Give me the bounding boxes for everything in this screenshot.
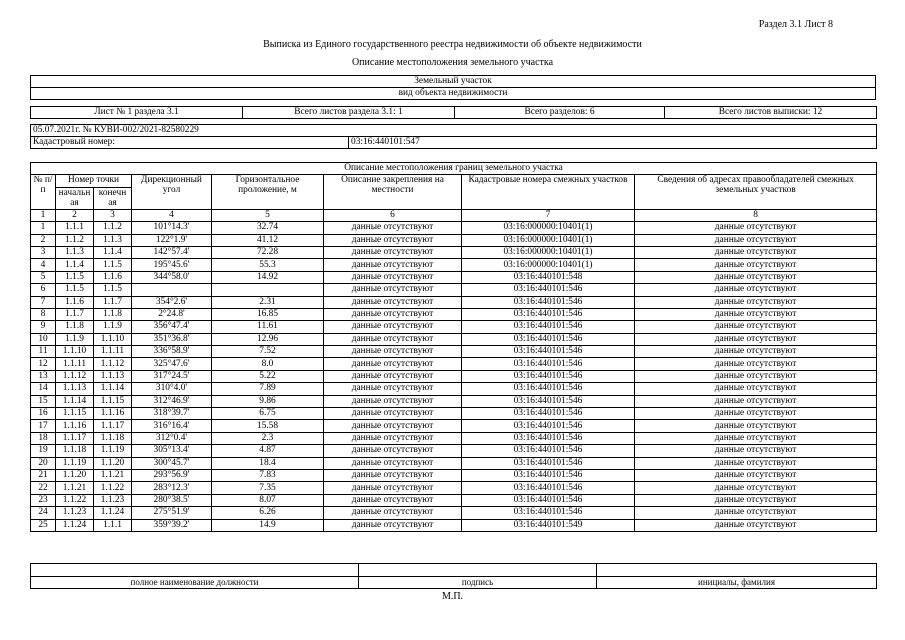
fixing-description: данные отсутствуют — [324, 259, 462, 271]
start-point: 1.1.5 — [56, 271, 94, 283]
table-row — [31, 222, 877, 234]
fixing-description: данные отсутствуют — [324, 222, 462, 234]
table-row — [31, 246, 877, 258]
row-number: 20 — [31, 457, 56, 469]
sheets-table — [30, 106, 877, 119]
owner-address: данные отсутствуют — [635, 346, 877, 358]
fixing-description: данные отсутствуют — [324, 346, 462, 358]
end-point: 1.1.21 — [94, 469, 132, 481]
fixing-description: данные отсутствуют — [324, 246, 462, 258]
end-point: 1.1.14 — [94, 383, 132, 395]
start-point: 1.1.19 — [56, 457, 94, 469]
start-point: 1.1.7 — [56, 308, 94, 320]
table-row — [31, 321, 877, 333]
end-point: 1.1.4 — [94, 246, 132, 258]
horizontal-distance: 4.87 — [212, 445, 324, 457]
row-number: 3 — [31, 246, 56, 258]
start-point: 1.1.5 — [56, 284, 94, 296]
fixing-description: данные отсутствуют — [324, 308, 462, 320]
table-row — [31, 333, 877, 345]
position-field — [31, 564, 359, 577]
horizontal-distance: 55.3 — [212, 259, 324, 271]
row-number: 14 — [31, 383, 56, 395]
table-row — [31, 432, 877, 444]
fixing-description: данные отсутствуют — [324, 519, 462, 531]
adjacent-cadastral-number: 03:16:440101:546 — [462, 494, 635, 506]
fixing-description: данные отсутствуют — [324, 321, 462, 333]
header-point-start: начальн ая — [56, 187, 94, 209]
start-point: 1.1.8 — [56, 321, 94, 333]
adjacent-cadastral-number: 03:16:440101:549 — [462, 519, 635, 531]
table-row — [31, 482, 877, 494]
adjacent-cadastral-number: 03:16:440101:546 — [462, 284, 635, 296]
direction-angle: 312°46.9' — [132, 395, 212, 407]
row-number: 22 — [31, 482, 56, 494]
horizontal-distance: 12.96 — [212, 333, 324, 345]
header-point-number: Номер точки — [56, 175, 132, 187]
adjacent-cadastral-number: 03:16:440101:546 — [462, 408, 635, 420]
end-point: 1.1.12 — [94, 358, 132, 370]
column-number: 3 — [94, 209, 132, 221]
adjacent-cadastral-number: 03:16:000000:10401(1) — [462, 259, 635, 271]
end-point: 1.1.22 — [94, 482, 132, 494]
sheet-number: Лист № 1 раздела 3.1 — [31, 107, 243, 119]
table-row — [31, 284, 877, 296]
horizontal-distance — [212, 284, 324, 296]
fixing-description: данные отсутствуют — [324, 383, 462, 395]
start-point: 1.1.6 — [56, 296, 94, 308]
end-point: 1.1.23 — [94, 494, 132, 506]
start-point: 1.1.9 — [56, 333, 94, 345]
table-row — [31, 358, 877, 370]
row-number: 7 — [31, 296, 56, 308]
horizontal-distance: 41.12 — [212, 234, 324, 246]
end-point: 1.1.15 — [94, 395, 132, 407]
direction-angle: 336°58.9' — [132, 346, 212, 358]
position-caption: полное наименование должности — [31, 577, 359, 589]
horizontal-distance: 8.0 — [212, 358, 324, 370]
fixing-description: данные отсутствуют — [324, 482, 462, 494]
table-row — [31, 494, 877, 506]
direction-angle: 142°57.4' — [132, 246, 212, 258]
direction-angle: 351°36.8' — [132, 333, 212, 345]
row-number: 17 — [31, 420, 56, 432]
header-point-end: конечн ая — [94, 187, 132, 209]
start-point: 1.1.4 — [56, 259, 94, 271]
signature-table — [30, 563, 877, 589]
end-point: 1.1.2 — [94, 222, 132, 234]
start-point: 1.1.23 — [56, 507, 94, 519]
fixing-description: данные отсутствуют — [324, 296, 462, 308]
horizontal-distance: 11.61 — [212, 321, 324, 333]
start-point: 1.1.22 — [56, 494, 94, 506]
direction-angle: 195°45.6' — [132, 259, 212, 271]
table-row — [31, 507, 877, 519]
end-point: 1.1.24 — [94, 507, 132, 519]
extract-sheets-total: Всего листов выписки: 12 — [665, 107, 877, 119]
table-row — [31, 370, 877, 382]
owner-address: данные отсутствуют — [635, 234, 877, 246]
horizontal-distance: 15.58 — [212, 420, 324, 432]
date-and-number: 05.07.2021г. № КУВИ-002/2021-82580229 — [31, 125, 877, 137]
fixing-description: данные отсутствуют — [324, 494, 462, 506]
fixing-description: данные отсутствуют — [324, 420, 462, 432]
fixing-description: данные отсутствуют — [324, 408, 462, 420]
direction-angle: 312°0.4' — [132, 432, 212, 444]
owner-address: данные отсутствуют — [635, 482, 877, 494]
owner-address: данные отсутствуют — [635, 246, 877, 258]
horizontal-distance: 2.31 — [212, 296, 324, 308]
owner-address: данные отсутствуют — [635, 507, 877, 519]
fixing-description: данные отсутствуют — [324, 271, 462, 283]
table-row — [31, 271, 877, 283]
start-point: 1.1.24 — [56, 519, 94, 531]
adjacent-cadastral-number: 03:16:440101:546 — [462, 321, 635, 333]
table-row — [31, 395, 877, 407]
start-point: 1.1.21 — [56, 482, 94, 494]
object-name: Земельный участок — [31, 76, 876, 88]
direction-angle: 280°38.5' — [132, 494, 212, 506]
row-number: 19 — [31, 445, 56, 457]
end-point: 1.1.16 — [94, 408, 132, 420]
end-point: 1.1.6 — [94, 271, 132, 283]
direction-angle: 354°2.6' — [132, 296, 212, 308]
table-row — [31, 296, 877, 308]
end-point: 1.1.5 — [94, 259, 132, 271]
owner-address: данные отсутствуют — [635, 271, 877, 283]
horizontal-distance: 7.83 — [212, 469, 324, 481]
adjacent-cadastral-number: 03:16:440101:546 — [462, 308, 635, 320]
column-numbers-row — [31, 209, 877, 221]
owner-address: данные отсутствуют — [635, 420, 877, 432]
column-number: 8 — [635, 209, 877, 221]
direction-angle: 122°1.9' — [132, 234, 212, 246]
fixing-description: данные отсутствуют — [324, 234, 462, 246]
owner-address: данные отсутствуют — [635, 432, 877, 444]
start-point: 1.1.13 — [56, 383, 94, 395]
info-table — [30, 124, 877, 149]
adjacent-cadastral-number: 03:16:000000:10401(1) — [462, 246, 635, 258]
horizontal-distance: 2.3 — [212, 432, 324, 444]
direction-angle: 356°47.4' — [132, 321, 212, 333]
start-point: 1.1.20 — [56, 469, 94, 481]
horizontal-distance: 6.75 — [212, 408, 324, 420]
owner-address: данные отсутствуют — [635, 259, 877, 271]
end-point: 1.1.17 — [94, 420, 132, 432]
row-number: 16 — [31, 408, 56, 420]
document-title: Выписка из Единого государственного реестра недвижимости об объекте недвижимости — [263, 39, 642, 50]
owner-address: данные отсутствуют — [635, 445, 877, 457]
adjacent-cadastral-number: 03:16:440101:546 — [462, 507, 635, 519]
adjacent-cadastral-number: 03:16:440101:546 — [462, 420, 635, 432]
owner-address: данные отсутствуют — [635, 469, 877, 481]
direction-angle: 300°45.7' — [132, 457, 212, 469]
direction-angle: 325°47.6' — [132, 358, 212, 370]
direction-angle: 275°51.9' — [132, 507, 212, 519]
horizontal-distance: 7.89 — [212, 383, 324, 395]
cadastral-label: Кадастровый номер: — [31, 137, 349, 149]
owner-address: данные отсутствуют — [635, 370, 877, 382]
initials-caption: инициалы, фамилия — [597, 577, 877, 589]
column-number: 6 — [324, 209, 462, 221]
adjacent-cadastral-number: 03:16:440101:546 — [462, 445, 635, 457]
start-point: 1.1.12 — [56, 370, 94, 382]
row-number: 1 — [31, 222, 56, 234]
owner-address: данные отсутствуют — [635, 383, 877, 395]
signature-field — [359, 564, 597, 577]
owner-address: данные отсутствуют — [635, 333, 877, 345]
owner-address: данные отсутствуют — [635, 358, 877, 370]
fixing-description: данные отсутствуют — [324, 370, 462, 382]
end-point: 1.1.7 — [94, 296, 132, 308]
direction-angle: 359°39.2' — [132, 519, 212, 531]
horizontal-distance: 9.86 — [212, 395, 324, 407]
start-point: 1.1.1 — [56, 222, 94, 234]
column-number: 7 — [462, 209, 635, 221]
owner-address: данные отсутствуют — [635, 321, 877, 333]
section-sheet-label: Раздел 3.1 Лист 8 — [758, 19, 833, 30]
direction-angle: 310°4.0' — [132, 383, 212, 395]
header-fixing-description: Описание закрепления на местности — [324, 175, 462, 209]
header-owner-addresses: Сведения об адресах правообладателей смежных земельных участков — [635, 175, 877, 209]
table-row — [31, 308, 877, 320]
adjacent-cadastral-number: 03:16:440101:546 — [462, 370, 635, 382]
horizontal-distance: 8.07 — [212, 494, 324, 506]
end-point: 1.1.19 — [94, 445, 132, 457]
fixing-description: данные отсутствуют — [324, 284, 462, 296]
row-number: 11 — [31, 346, 56, 358]
horizontal-distance: 6.26 — [212, 507, 324, 519]
owner-address: данные отсутствуют — [635, 284, 877, 296]
table-row — [31, 445, 877, 457]
fixing-description: данные отсутствуют — [324, 445, 462, 457]
direction-angle: 305°13.4' — [132, 445, 212, 457]
cadastral-value: 03:16:440101:547 — [349, 137, 877, 149]
object-kind-table — [30, 75, 876, 100]
stamp-place: М.П. — [441, 591, 464, 602]
row-number: 24 — [31, 507, 56, 519]
end-point: 1.1.5 — [94, 284, 132, 296]
header-adjacent-cadastral: Кадастровые номера смежных участков — [462, 175, 635, 209]
end-point: 1.1.11 — [94, 346, 132, 358]
adjacent-cadastral-number: 03:16:440101:546 — [462, 346, 635, 358]
owner-address: данные отсутствуют — [635, 222, 877, 234]
start-point: 1.1.11 — [56, 358, 94, 370]
direction-angle: 283°12.3' — [132, 482, 212, 494]
adjacent-cadastral-number: 03:16:440101:546 — [462, 395, 635, 407]
row-number: 4 — [31, 259, 56, 271]
horizontal-distance: 18.4 — [212, 457, 324, 469]
end-point: 1.1.10 — [94, 333, 132, 345]
direction-angle — [132, 284, 212, 296]
adjacent-cadastral-number: 03:16:440101:546 — [462, 383, 635, 395]
direction-angle: 316°16.4' — [132, 420, 212, 432]
header-horizontal-distance: Горизонтальное проложение, м — [212, 175, 324, 209]
adjacent-cadastral-number: 03:16:440101:546 — [462, 296, 635, 308]
object-kind-caption: вид объекта недвижимости — [31, 88, 876, 100]
horizontal-distance: 16.85 — [212, 308, 324, 320]
horizontal-distance: 32.74 — [212, 222, 324, 234]
adjacent-cadastral-number: 03:16:440101:546 — [462, 358, 635, 370]
owner-address: данные отсутствуют — [635, 519, 877, 531]
fixing-description: данные отсутствуют — [324, 333, 462, 345]
column-number: 5 — [212, 209, 324, 221]
end-point: 1.1.20 — [94, 457, 132, 469]
row-number: 8 — [31, 308, 56, 320]
start-point: 1.1.3 — [56, 246, 94, 258]
row-number: 25 — [31, 519, 56, 531]
owner-address: данные отсутствуют — [635, 494, 877, 506]
row-number: 18 — [31, 432, 56, 444]
start-point: 1.1.16 — [56, 420, 94, 432]
owner-address: данные отсутствуют — [635, 395, 877, 407]
table-row — [31, 383, 877, 395]
section-sheets-total: Всего листов раздела 3.1: 1 — [243, 107, 455, 119]
adjacent-cadastral-number: 03:16:440101:546 — [462, 482, 635, 494]
table-row — [31, 408, 877, 420]
signature-caption: подпись — [359, 577, 597, 589]
boundary-table-caption: Описание местоположения границ земельного участка — [31, 163, 877, 175]
owner-address: данные отсутствуют — [635, 308, 877, 320]
row-number: 2 — [31, 234, 56, 246]
row-number: 9 — [31, 321, 56, 333]
horizontal-distance: 72.28 — [212, 246, 324, 258]
column-number: 1 — [31, 209, 56, 221]
end-point: 1.1.8 — [94, 308, 132, 320]
row-number: 5 — [31, 271, 56, 283]
adjacent-cadastral-number: 03:16:440101:546 — [462, 457, 635, 469]
direction-angle: 317°24.5' — [132, 370, 212, 382]
horizontal-distance: 14.9 — [212, 519, 324, 531]
fixing-description: данные отсутствуют — [324, 457, 462, 469]
end-point: 1.1.18 — [94, 432, 132, 444]
adjacent-cadastral-number: 03:16:440101:548 — [462, 271, 635, 283]
owner-address: данные отсутствуют — [635, 408, 877, 420]
end-point: 1.1.3 — [94, 234, 132, 246]
table-row — [31, 519, 877, 531]
fixing-description: данные отсутствуют — [324, 432, 462, 444]
start-point: 1.1.15 — [56, 408, 94, 420]
row-number: 10 — [31, 333, 56, 345]
horizontal-distance: 7.52 — [212, 346, 324, 358]
horizontal-distance: 5.22 — [212, 370, 324, 382]
table-row — [31, 420, 877, 432]
start-point: 1.1.14 — [56, 395, 94, 407]
sections-total: Всего разделов: 6 — [455, 107, 665, 119]
fixing-description: данные отсутствуют — [324, 395, 462, 407]
header-direction-angle: Дирекционный угол — [132, 175, 212, 209]
fixing-description: данные отсутствуют — [324, 469, 462, 481]
row-number: 13 — [31, 370, 56, 382]
adjacent-cadastral-number: 03:16:000000:10401(1) — [462, 234, 635, 246]
row-number: 23 — [31, 494, 56, 506]
table-row — [31, 234, 877, 246]
initials-field — [597, 564, 877, 577]
column-number: 2 — [56, 209, 94, 221]
direction-angle: 2°24.8' — [132, 308, 212, 320]
table-row — [31, 457, 877, 469]
column-number: 4 — [132, 209, 212, 221]
end-point: 1.1.9 — [94, 321, 132, 333]
end-point: 1.1.1 — [94, 519, 132, 531]
owner-address: данные отсутствуют — [635, 457, 877, 469]
start-point: 1.1.2 — [56, 234, 94, 246]
row-number: 6 — [31, 284, 56, 296]
direction-angle: 293°56.9' — [132, 469, 212, 481]
owner-address: данные отсутствуют — [635, 296, 877, 308]
fixing-description: данные отсутствуют — [324, 358, 462, 370]
adjacent-cadastral-number: 03:16:440101:546 — [462, 469, 635, 481]
horizontal-distance: 7.35 — [212, 482, 324, 494]
document-subtitle: Описание местоположения земельного участка — [351, 57, 554, 68]
header-num: № п/п — [31, 175, 56, 209]
boundary-table — [30, 162, 877, 532]
start-point: 1.1.18 — [56, 445, 94, 457]
row-number: 12 — [31, 358, 56, 370]
row-number: 15 — [31, 395, 56, 407]
table-row — [31, 259, 877, 271]
fixing-description: данные отсутствуют — [324, 507, 462, 519]
row-number: 21 — [31, 469, 56, 481]
direction-angle: 318°39.7' — [132, 408, 212, 420]
adjacent-cadastral-number: 03:16:000000:10401(1) — [462, 222, 635, 234]
end-point: 1.1.13 — [94, 370, 132, 382]
direction-angle: 101°14.3' — [132, 222, 212, 234]
horizontal-distance: 14.92 — [212, 271, 324, 283]
adjacent-cadastral-number: 03:16:440101:546 — [462, 333, 635, 345]
table-row — [31, 346, 877, 358]
direction-angle: 344°58.0' — [132, 271, 212, 283]
adjacent-cadastral-number: 03:16:440101:546 — [462, 432, 635, 444]
start-point: 1.1.17 — [56, 432, 94, 444]
start-point: 1.1.10 — [56, 346, 94, 358]
table-row — [31, 469, 877, 481]
